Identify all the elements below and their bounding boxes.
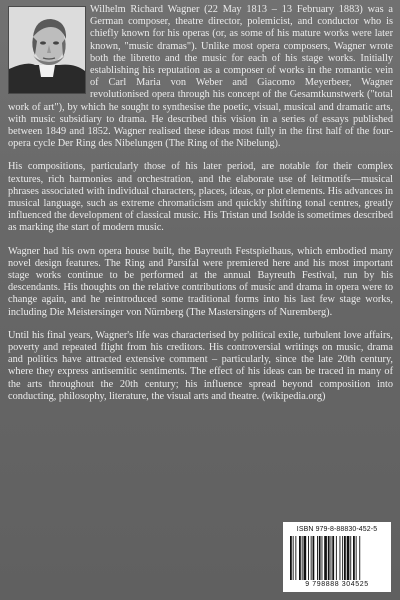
barcode-bar: [313, 536, 315, 580]
barcode-bar: [331, 536, 332, 580]
barcode-bar: [319, 536, 321, 580]
barcode-bar: [304, 536, 307, 580]
barcode-bar: [344, 536, 346, 580]
barcode-bar: [350, 536, 351, 580]
barcode-icon: [288, 536, 386, 580]
paragraph-3: Wagner had his own opera house built, the Bayreuth Festspielhaus, which embodied many novel design features. The Ring and Parsifal were premiered here and his most important stage works continue to be performed at the annual Bayreuth Festival, run by his descendants. His thoughts on the relative contributions of music and drama in opera were to change again, and he reintroduced some traditional forms into his last few stage works, including Die Meistersinger von Nürnberg (The Mastersingers of Nuremberg).: [8, 245, 393, 318]
barcode-bar: [340, 536, 341, 580]
barcode-bar: [347, 536, 350, 580]
barcode-bar: [295, 536, 296, 580]
barcode-bar: [359, 536, 360, 580]
barcode-digits: 9 798888 304525: [305, 581, 369, 588]
barcode-bar: [324, 536, 327, 580]
barcode-bar: [299, 536, 301, 580]
barcode-bar: [336, 536, 337, 580]
paragraph-1-text: Wilhelm Richard Wagner (22 May 1813 – 13 February 1883) was a German composer, theatre director, polemicist, and conductor who is chiefly known for his operas (or, as some of his mature works were later known, "music dramas"). Unlike most opera composers, Wagner wrote both the libretto and the music for each of his stage works. Initially establishing his reputation as a composer of works in the romantic vein of Carl Maria von Weber and Giacomo Meyerbeer, Wagner revolutionised opera through his concept of the Gesamtkunstwerk ("total work of art"), by which he sought to synthesise the poetic, visual, musical and dramatic arts, with music subsidiary to drama. He described this vision in a series of essays published between 1849 and 1852. Wagner realised these ideas most fully in the first half of the four-opera cycle Der Ring des Nibelungen (The Ring of the Nibelung).: [8, 4, 393, 150]
paragraph-1: [8, 4, 393, 150]
barcode-bar: [353, 536, 355, 580]
barcode-bar: [328, 536, 330, 580]
barcode-bar: [317, 536, 318, 580]
paragraph-4: Until his final years, Wagner's life was characterised by political exile, turbulent love affairs, poverty and repeated flight from his creditors. His controversial writings on music, drama and politics have attracted extensive comment – particularly, since the late 20th century, where they express antisemitic sentiments. The effect of his ideas can be traced in many of the arts throughout the 20th century; his influence spread beyond composition into conducting, philosophy, literature, the visual arts and theatre. (wikipedia.org): [8, 329, 393, 402]
barcode-bar: [290, 536, 292, 580]
barcode-bar: [311, 536, 312, 580]
body-text: [8, 4, 393, 414]
isbn-barcode-block: [283, 522, 391, 592]
barcode-bar: [356, 536, 357, 580]
isbn-label: ISBN 979-8-88830-452-5: [296, 526, 378, 533]
barcode-bar: [302, 536, 303, 580]
barcode-bar: [322, 536, 323, 580]
barcode-bar: [293, 536, 294, 580]
barcode-bar: [342, 536, 343, 580]
paragraph-2: His compositions, particularly those of his later period, are notable for their complex textures, rich harmonies and orchestration, and the elaborate use of leitmotifs—musical phrases associated with individual characters, places, ideas, or plot elements. His advances in musical language, such as extreme chromaticism and quickly shifting tonal centres, greatly influenced the development of classical music. His Tristan und Isolde is sometimes described as marking the start of modern music.: [8, 161, 393, 234]
barcode-bar: [332, 536, 334, 580]
barcode-bar: [308, 536, 309, 580]
